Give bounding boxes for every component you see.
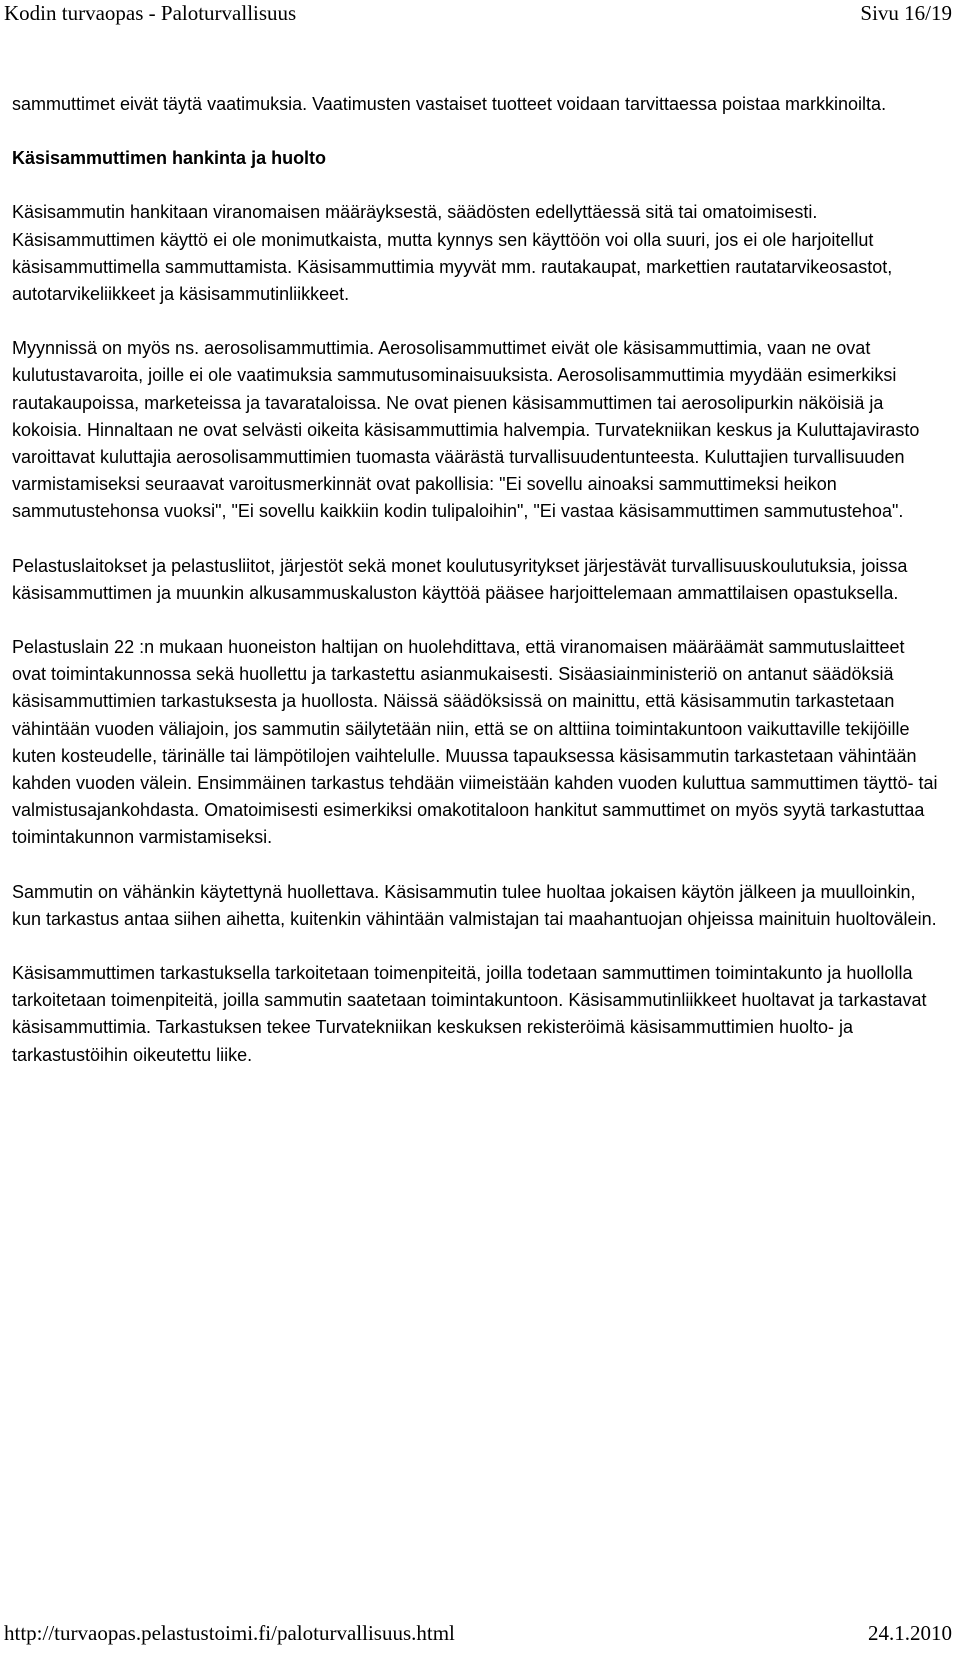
page-number: Sivu 16/19 — [860, 1, 952, 25]
page-header — [4, 0, 952, 30]
page-footer — [4, 1620, 952, 1650]
intro-paragraph: sammuttimet eivät täytä vaatimuksia. Vaatimusten vastaiset tuotteet voidaan tarvittaessa poistaa markkinoilta. — [12, 94, 887, 114]
paragraph-aerosol: Myynnissä on myös ns. aerosolisammuttimia. Aerosolisammuttimet eivät ole käsisammuttimia, vaan ne ovat kulutustavaroita, joille ei ole vaatimuksia sammutusominaisuuksista. Aerosolisammuttimia myydään esimerkiksi rautakaupoissa, marketeissa ja tavarataloissa. Ne ovat pienen käsisammuttimen tai aerosolipurkin näköisiä ja kokoisia. Hinnaltaan ne ovat selvästi oikeita käsisammuttimia halvempia. Turvatekniikan keskus ja Kuluttajavirasto varoittavat kuluttajia aerosolisammuttimien tuomasta väärästä turvallisuudentunteesta. Kuluttajien turvallisuuden varmistamiseksi seuraavat varoitusmerkinnät ovat pakollisia: "Ei sovellu ainoaksi sammuttimeksi heikon sammutustehonsa vuoksi", "Ei sovellu kaikkiin kodin tulipaloihin", "Ei vastaa käsisammuttimen sammutustehoa". — [12, 338, 920, 522]
paragraph-training: Pelastuslaitokset ja pelastusliitot, järjestöt sekä monet koulutusyritykset järjestävät turvallisuuskoulutuksia, joissa käsisammuttimen ja muunkin alkusammuskaluston käyttöä pääsee harjoittelemaan ammattilaisen opastuksella. — [12, 555, 908, 603]
paragraph-maintenance: Sammutin on vähänkin käytettynä huollettava. Käsisammutin tulee huoltaa jokaisen käytön jälkeen ja muulloinkin, kun tarkastus antaa siihen aihetta, kuitenkin vähintään valmistajan tai maahantuojan ohjeissa mainituin huoltovälein. — [12, 881, 937, 929]
document-title: Kodin turvaopas - Paloturvallisuus — [4, 1, 297, 25]
footer-url: http://turvaopas.pelastustoimi.fi/paloturvallisuus.html — [4, 1621, 455, 1645]
paragraph-law: Pelastuslain 22 :n mukaan huoneiston haltijan on huolehdittava, että viranomaisen määräämät sammutuslaitteet ovat toimintakunnossa sekä huollettu ja tarkastettu asianmukaisesti. Sisäasiainministeriö on antanut säädöksiä käsisammuttimien tarkastuksesta ja huollosta. Näissä säädöksissä on mainittu, että käsisammutin tarkastetaan vähintään vuoden väliajoin, jos sammutin säilytetään niin, että se on alttiina toimintakuntoon vaikuttaville tekijöille kuten kosteudelle, tärinälle tai lämpötilojen vaihtelulle. Muussa tapauksessa käsisammutin tarkastetaan vähintään kahden vuoden välein. Ensimmäinen tarkastus tehdään viimeistään kahden vuoden kuluttua sammuttimen täyttö- tai valmistusajankohdasta. Omatoimisesti esimerkiksi omakotitaloon hankitut sammuttimet on myös syytä tarkastuttaa toimintakunnon varmistamiseksi. — [12, 637, 938, 848]
section-heading: Käsisammuttimen hankinta ja huolto — [12, 148, 327, 169]
paragraph-purchase: Käsisammutin hankitaan viranomaisen määräyksestä, säädösten edellyttäessä sitä tai omatoimisesti. Käsisammuttimen käyttö ei ole monimutkaista, mutta kynnys sen käyttöön voi olla suuri, jos ei ole harjoitellut käsisammuttimella sammuttamista. Käsisammuttimia myyvät mm. rautakaupat, markettien rautatarvikeosastot, autotarvikeliikkeet ja käsisammutinliikkeet. — [12, 202, 893, 305]
footer-date: 24.1.2010 — [868, 1621, 952, 1645]
document-body — [12, 91, 942, 1069]
paragraph-inspection: Käsisammuttimen tarkastuksella tarkoitetaan toimenpiteitä, joilla todetaan sammuttimen toimintakunto ja huollolla tarkoitetaan toimenpiteitä, joilla sammutin saatetaan toimintakuntoon. Käsisammutinliikkeet huoltavat ja tarkastavat käsisammuttimia. Tarkastuksen tekee Turvatekniikan keskuksen rekisteröimä käsisammuttimien huolto- ja tarkastustöihin oikeutettu liike. — [12, 963, 927, 1065]
